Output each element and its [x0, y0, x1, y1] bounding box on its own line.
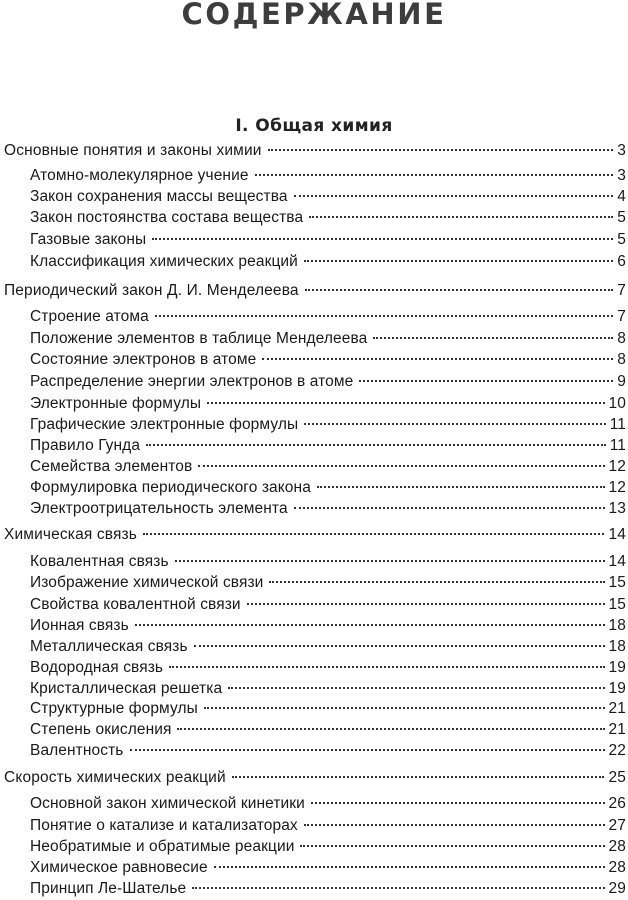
toc-subsection[interactable]	[30, 551, 626, 573]
toc-page-number: 28	[608, 859, 626, 876]
toc-title: Семейства элементов	[30, 458, 193, 475]
toc-title: Свойства ковалентной связи	[30, 596, 241, 613]
toc-subsection[interactable]	[30, 636, 626, 658]
toc-title: Скорость химических реакций	[4, 769, 226, 786]
toc-subsection[interactable]	[30, 878, 626, 900]
toc-page-number: 12	[608, 479, 626, 496]
toc-page-number: 18	[608, 638, 626, 655]
toc-title: Необратимые и обратимые реакции	[30, 838, 295, 855]
toc-subsection[interactable]	[30, 328, 626, 350]
toc-subsection[interactable]	[30, 371, 626, 393]
dot-leader	[294, 507, 605, 509]
dot-leader	[204, 707, 605, 709]
toc-subsection[interactable]	[30, 306, 626, 328]
toc-subsection[interactable]	[30, 615, 626, 637]
toc-page-number: 22	[608, 742, 626, 759]
toc-page-number: 6	[617, 253, 626, 270]
toc-subsection[interactable]	[30, 572, 626, 594]
toc-page-number: 26	[608, 795, 626, 812]
toc-title: Водородная связь	[30, 659, 164, 676]
toc-subsection[interactable]	[30, 414, 626, 436]
dot-leader	[304, 260, 613, 262]
toc-page-number: 5	[617, 231, 626, 248]
toc-page-number: 14	[608, 553, 626, 570]
dot-leader	[177, 728, 604, 730]
dot-leader	[262, 358, 613, 360]
toc-title: Периодический закон Д. И. Менделеева	[4, 282, 299, 299]
toc-subsection[interactable]	[30, 435, 626, 457]
dot-leader	[135, 624, 605, 626]
toc-title: Атомно-молекулярное учение	[30, 167, 249, 184]
dot-leader	[155, 315, 613, 317]
toc-title: Металлическая связь	[30, 638, 188, 655]
toc-title: Понятие о катализе и катализаторах	[30, 817, 298, 834]
toc-page-number: 3	[617, 167, 626, 184]
toc-title: Структурные формулы	[30, 700, 198, 717]
toc-page-number: 21	[608, 700, 626, 717]
dot-leader	[304, 423, 605, 425]
toc-page-number: 13	[608, 500, 626, 517]
toc-title: Положение элементов в таблице Менделеева	[30, 330, 368, 347]
toc-page-number: 7	[617, 308, 626, 325]
toc-page-number: 3	[617, 142, 626, 159]
toc-title: Состояние электронов в атоме	[30, 351, 257, 368]
dot-leader	[152, 238, 613, 240]
dot-leader	[130, 749, 605, 751]
toc-page-number: 5	[617, 209, 626, 226]
toc-title: Химическая связь	[4, 526, 137, 543]
toc-chapter[interactable]	[4, 767, 626, 789]
dot-leader	[311, 802, 605, 804]
toc-subsection[interactable]	[30, 836, 626, 858]
toc-subsection[interactable]	[30, 815, 626, 837]
toc-page-number: 19	[608, 659, 626, 676]
toc-title: Степень окисления	[30, 721, 172, 738]
dot-leader	[309, 216, 613, 218]
toc-title: Химическое равновесие	[30, 859, 208, 876]
toc-title: Правило Гунда	[30, 437, 141, 454]
toc-title: Основные понятия и законы химии	[4, 142, 262, 159]
toc-title: Валентность	[30, 742, 124, 759]
toc-subsection[interactable]	[30, 349, 626, 371]
toc-subsection[interactable]	[30, 165, 626, 187]
dot-leader	[304, 824, 605, 826]
dot-leader	[175, 560, 605, 562]
toc-subsection[interactable]	[30, 793, 626, 815]
dot-leader	[294, 195, 614, 197]
toc-subsection[interactable]	[30, 594, 626, 616]
toc-page-number: 15	[608, 596, 626, 613]
toc-page-number: 11	[609, 437, 626, 454]
dot-leader	[373, 337, 613, 339]
dot-leader	[207, 402, 604, 404]
toc-chapter[interactable]	[4, 524, 626, 546]
toc-title: Закон сохранения массы вещества	[30, 188, 288, 205]
toc-page-number: 29	[608, 880, 626, 897]
page-title: СОДЕРЖАНИЕ	[181, 0, 447, 31]
toc-title: Электронные формулы	[30, 395, 202, 412]
toc-page-number: 4	[617, 188, 626, 205]
toc-subsection[interactable]	[30, 498, 626, 520]
toc-page-number: 11	[609, 416, 626, 433]
dot-leader	[228, 687, 604, 689]
toc-page-number: 8	[617, 330, 626, 347]
toc-subsection[interactable]	[30, 740, 626, 762]
toc-subsection[interactable]	[30, 207, 626, 229]
toc-title: Изображение химической связи	[30, 574, 264, 591]
toc-title: Принцип Ле-Шателье	[30, 880, 187, 897]
toc-title: Формулировка периодического закона	[30, 479, 311, 496]
toc-subsection[interactable]	[30, 657, 626, 679]
toc-title: Графические электронные формулы	[30, 416, 299, 433]
toc-subsection[interactable]	[30, 229, 626, 251]
toc-title: Электроотрицательность элемента	[30, 500, 288, 517]
dot-leader	[232, 776, 605, 778]
toc-page-number: 15	[608, 574, 626, 591]
dot-leader	[143, 533, 604, 535]
toc-page-number: 21	[608, 721, 626, 738]
toc-page-number: 12	[608, 458, 626, 475]
dot-leader	[305, 289, 614, 291]
toc-page-number: 14	[608, 526, 626, 543]
toc-page-number: 28	[608, 838, 626, 855]
toc-page-number: 8	[617, 351, 626, 368]
dot-leader	[247, 603, 605, 605]
toc-chapter[interactable]	[4, 280, 626, 302]
toc-title: Распределение энергии электронов в атоме	[30, 373, 354, 390]
toc-page-number: 7	[617, 282, 626, 299]
toc-page-number: 25	[608, 769, 626, 786]
dot-leader	[268, 149, 614, 151]
toc-title: Классификация химических реакций	[30, 253, 298, 270]
section-title: I. Общая химия	[235, 116, 393, 136]
dot-leader	[194, 645, 605, 647]
dot-leader	[214, 866, 605, 868]
toc-title: Кристаллическая решетка	[30, 680, 223, 697]
dot-leader	[198, 465, 604, 467]
toc-subsection[interactable]	[30, 186, 626, 208]
toc-subsection[interactable]	[30, 719, 626, 741]
toc-page-number: 10	[608, 395, 626, 412]
toc-title: Газовые законы	[30, 231, 147, 248]
dot-leader	[192, 887, 604, 889]
dot-leader	[359, 380, 613, 382]
toc-subsection[interactable]	[30, 698, 626, 720]
toc-subsection[interactable]	[30, 477, 626, 499]
toc-page-number: 9	[617, 373, 626, 390]
toc-page-number: 18	[608, 617, 626, 634]
toc-subsection[interactable]	[30, 678, 626, 700]
toc-subsection[interactable]	[30, 251, 626, 273]
toc-subsection[interactable]	[30, 393, 626, 415]
toc-subsection[interactable]	[30, 857, 626, 879]
dot-leader	[255, 174, 614, 176]
toc-title: Ионная связь	[30, 617, 129, 634]
toc-title: Ковалентная связь	[30, 553, 169, 570]
toc-title: Строение атома	[30, 308, 149, 325]
toc-title: Основной закон химической кинетики	[30, 795, 305, 812]
dot-leader	[146, 444, 606, 446]
dot-leader	[169, 666, 604, 668]
toc-subsection[interactable]	[30, 456, 626, 478]
dot-leader	[300, 845, 604, 847]
toc-chapter[interactable]	[4, 140, 626, 162]
dot-leader	[317, 486, 605, 488]
toc-title: Закон постоянства состава вещества	[30, 209, 304, 226]
toc-page-number: 19	[608, 680, 626, 697]
toc-page-number: 27	[608, 817, 626, 834]
dot-leader	[269, 581, 604, 583]
